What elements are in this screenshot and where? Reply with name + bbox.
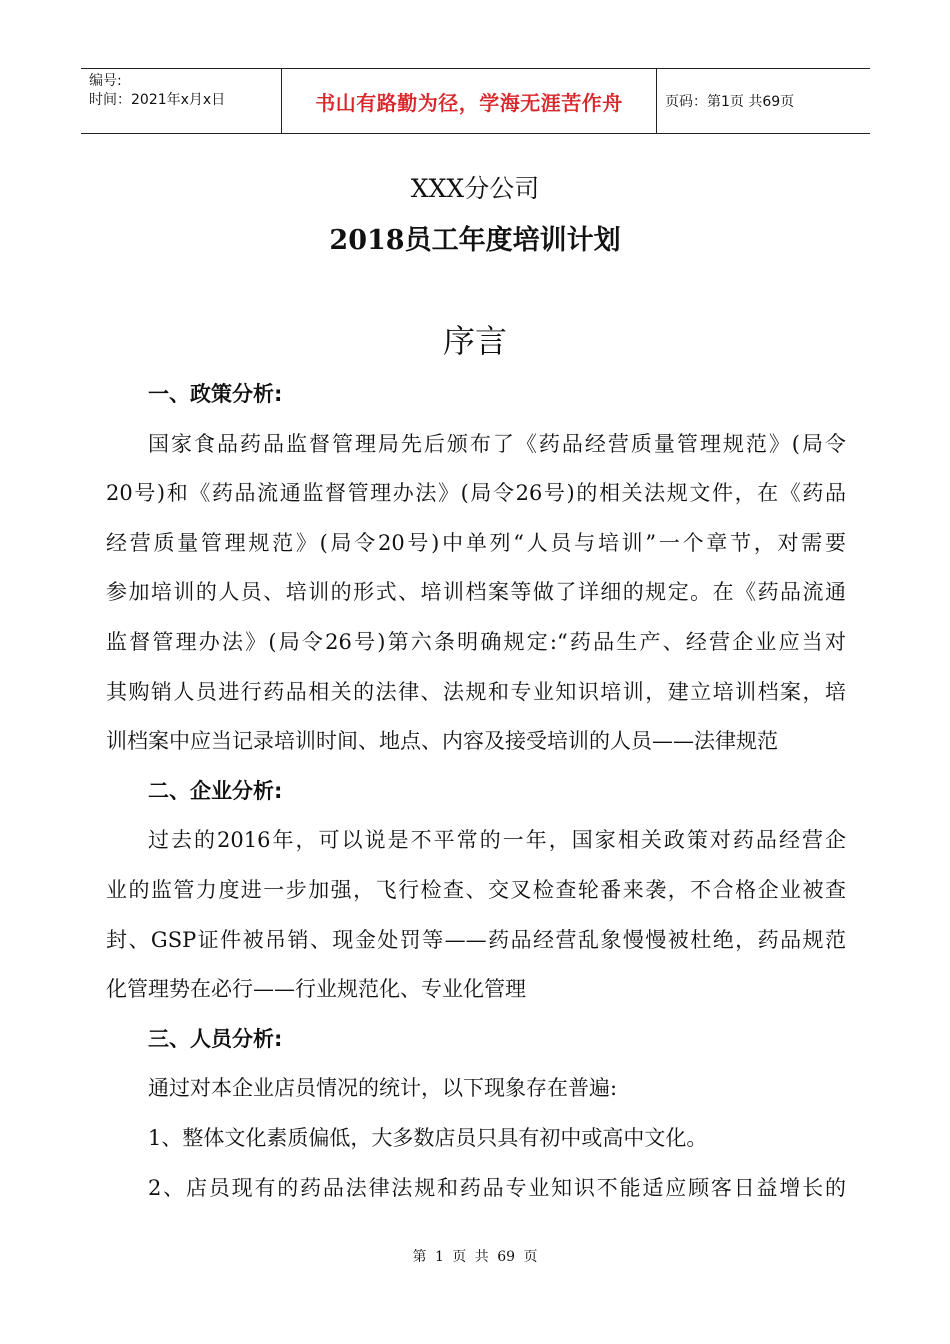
paragraph-line: 经营质量管理规范》(局令20号)中单列“人员与培训”一个章节，对需要 (106, 530, 846, 555)
section-heading-policy: 一、政策分析: (148, 382, 283, 406)
header-meta (81, 69, 282, 133)
page-footer: 第 1 页 共 69 页 (412, 1249, 538, 1265)
paragraph-line: 监督管理办法》(局令26号)第六条明确规定:“药品生产、经营企业应当对 (106, 629, 846, 654)
list-item: 2、店员现有的药品法律法规和药品专业知识不能适应顾客日益增长的 (148, 1175, 846, 1200)
section-heading-staff: 三、人员分析: (148, 1026, 283, 1051)
header-motto: 书山有路勤为径，学海无涯苦作舟 (282, 69, 657, 133)
paragraph-line: 封、GSP证件被吊销、现金处罚等——药品经营乱象慢慢被杜绝，药品规范 (106, 927, 846, 952)
section-heading-business: 二、企业分析: (148, 778, 283, 803)
paragraph-line: 参加培训的人员、培训的形式、培训档案等做了详细的规定。在《药品流通 (106, 580, 846, 605)
header-time-label: 时间：2021年x月x日 (89, 92, 226, 108)
list-item: 1、整体文化素质偏低，大多数店员只具有初中或高中文化。 (148, 1125, 708, 1150)
header-number-label: 编号: (89, 73, 122, 89)
paragraph-line: 20号)和《药品流通监督管理办法》(局令26号)的相关法规文件，在《药品 (106, 481, 846, 506)
paragraph-line: 国家食品药品监督管理局先后颁布了《药品经营质量管理规范》(局令 (148, 431, 846, 456)
document-body (106, 370, 846, 1213)
company-title: XXX分公司 (410, 174, 540, 203)
page-header (81, 68, 870, 134)
paragraph-line: 过去的2016年，可以说是不平常的一年，国家相关政策对药品经营企 (148, 828, 846, 853)
header-page-code: 页码：第1页 共69页 (665, 94, 795, 110)
plan-title: 2018员工年度培训计划 (329, 225, 621, 256)
paragraph-line: 训档案中应当记录培训时间、地点、内容及接受培训的人员——法律规范 (106, 729, 778, 754)
paragraph-line: 通过对本企业店员情况的统计，以下现象存在普遍: (148, 1076, 618, 1101)
paragraph-line: 化管理势在必行——行业规范化、专业化管理 (106, 977, 526, 1002)
preface-title: 序言 (442, 322, 507, 360)
paragraph-line: 其购销人员进行药品相关的法律、法规和专业知识培训，建立培训档案，培 (106, 679, 846, 704)
paragraph-line: 业的监管力度进一步加强，飞行检查、交叉检查轮番来袭，不合格企业被查 (106, 877, 846, 902)
